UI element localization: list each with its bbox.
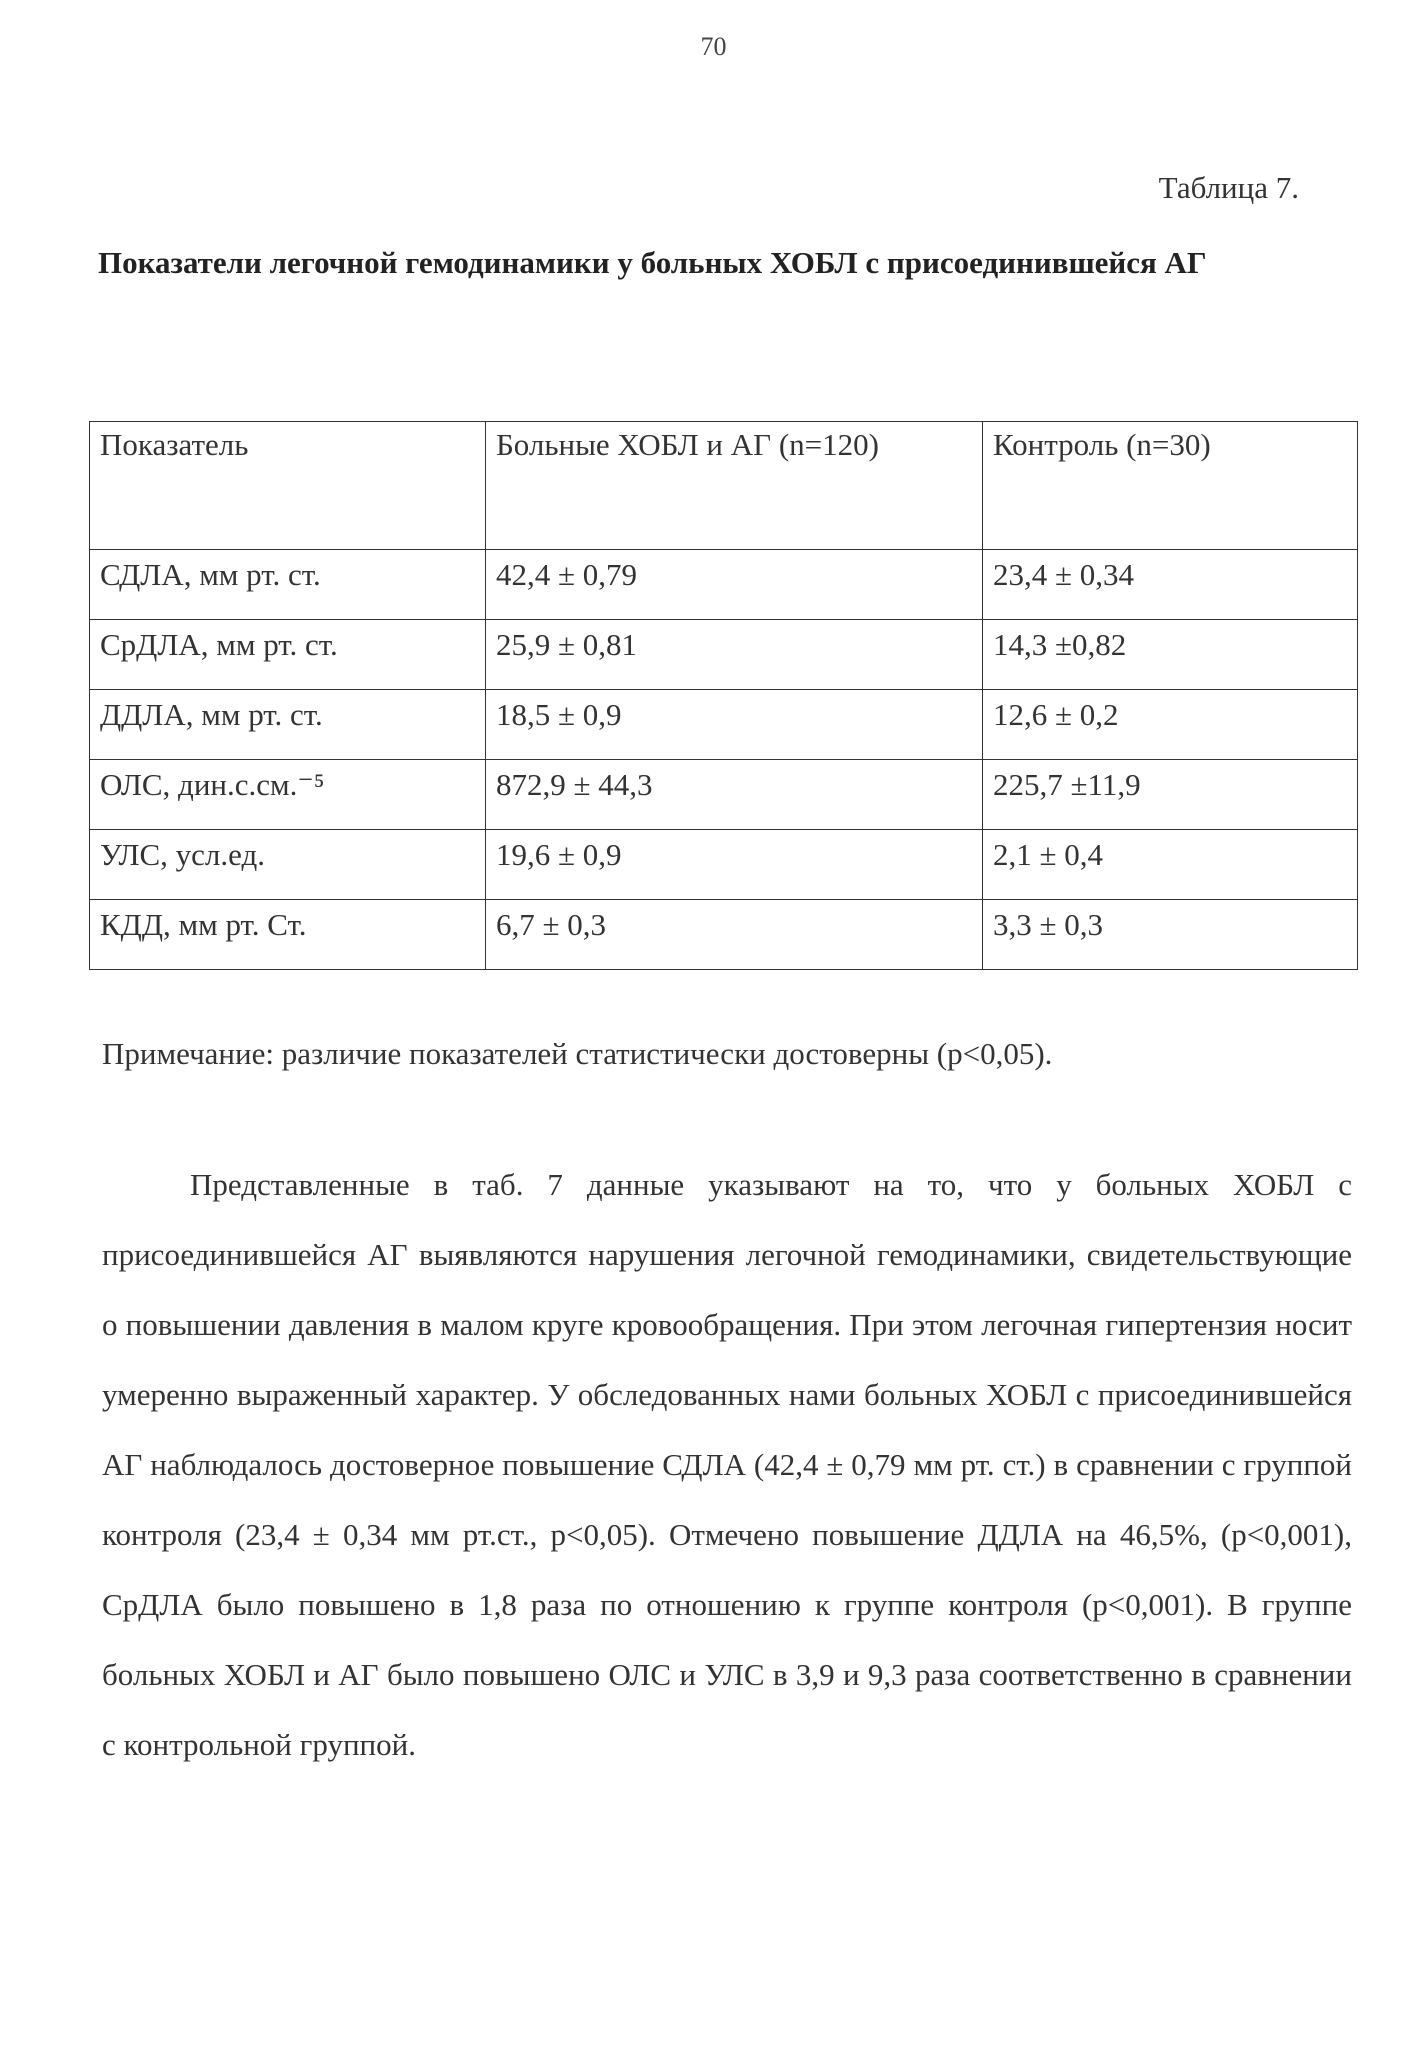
header-patients: Больные ХОБЛ и АГ (n=120) — [486, 422, 983, 550]
table-cell-indicator: СДЛА, мм рт. ст. — [90, 550, 486, 620]
table-cell-indicator: КДД, мм рт. Ст. — [90, 900, 486, 970]
table-cell-indicator: СрДЛА, мм рт. ст. — [90, 620, 486, 690]
hemodynamics-table — [89, 421, 1358, 970]
table-title: Показатели легочной гемодинамики у больных ХОБЛ с присоединившейся АГ — [98, 245, 1207, 280]
table-cell-control: 2,1 ± 0,4 — [983, 830, 1358, 900]
table-cell-control: 12,6 ± 0,2 — [983, 690, 1358, 760]
body-paragraph: Представленные в таб. 7 данные указывают на то, что у больных ХОБЛ с присоединившейся АГ выявляются нарушения легочной гемодинамики, свидетельствующие о повышении давления в малом круге кровообращения. При этом легочная гипертензия носит умеренно выраженный характер. У обследованных нами больных ХОБЛ с присоединившейся АГ наблюдалось достоверное повышение СДЛА (42,4 ± 0,79 мм рт. ст.) в сравнении с группой контроля (23,4 ± 0,34 мм рт.ст., р<0,05). Отмечено повышение ДДЛА на 46,5%, (р<0,001), СрДЛА было повышено в 1,8 раза по отношению к группе контроля (р<0,001). В группе больных ХОБЛ и АГ было повышено ОЛС и УЛС в 3,9 и 9,3 раза соответственно в сравнении с контрольной группой. — [102, 1167, 1352, 1762]
table-row — [90, 900, 1358, 970]
page-number: 70 — [700, 32, 727, 61]
table-row — [90, 550, 1358, 620]
header-control: Контроль (n=30) — [983, 422, 1358, 550]
table-row — [90, 830, 1358, 900]
table-cell-indicator: ДДЛА, мм рт. ст. — [90, 690, 486, 760]
table-cell-control: 225,7 ±11,9 — [983, 760, 1358, 830]
table-cell-patients: 872,9 ± 44,3 — [486, 760, 983, 830]
table-cell-patients: 19,6 ± 0,9 — [486, 830, 983, 900]
table-note: Примечание: различие показателей статистически достоверны (р<0,05). — [102, 1036, 1053, 1071]
table-cell-indicator: ОЛС, дин.с.см.⁻⁵ — [90, 760, 486, 830]
table-cell-patients: 25,9 ± 0,81 — [486, 620, 983, 690]
table-cell-indicator: УЛС, усл.ед. — [90, 830, 486, 900]
table-cell-patients: 18,5 ± 0,9 — [486, 690, 983, 760]
table-label: Таблица 7. — [1158, 170, 1299, 205]
table-cell-patients: 42,4 ± 0,79 — [486, 550, 983, 620]
table-row — [90, 620, 1358, 690]
table-cell-patients: 6,7 ± 0,3 — [486, 900, 983, 970]
table-header-row — [90, 422, 1358, 550]
table-row — [90, 760, 1358, 830]
table-cell-control: 23,4 ± 0,34 — [983, 550, 1358, 620]
table-cell-control: 3,3 ± 0,3 — [983, 900, 1358, 970]
header-indicator: Показатель — [90, 422, 486, 550]
table-row — [90, 690, 1358, 760]
table-cell-control: 14,3 ±0,82 — [983, 620, 1358, 690]
